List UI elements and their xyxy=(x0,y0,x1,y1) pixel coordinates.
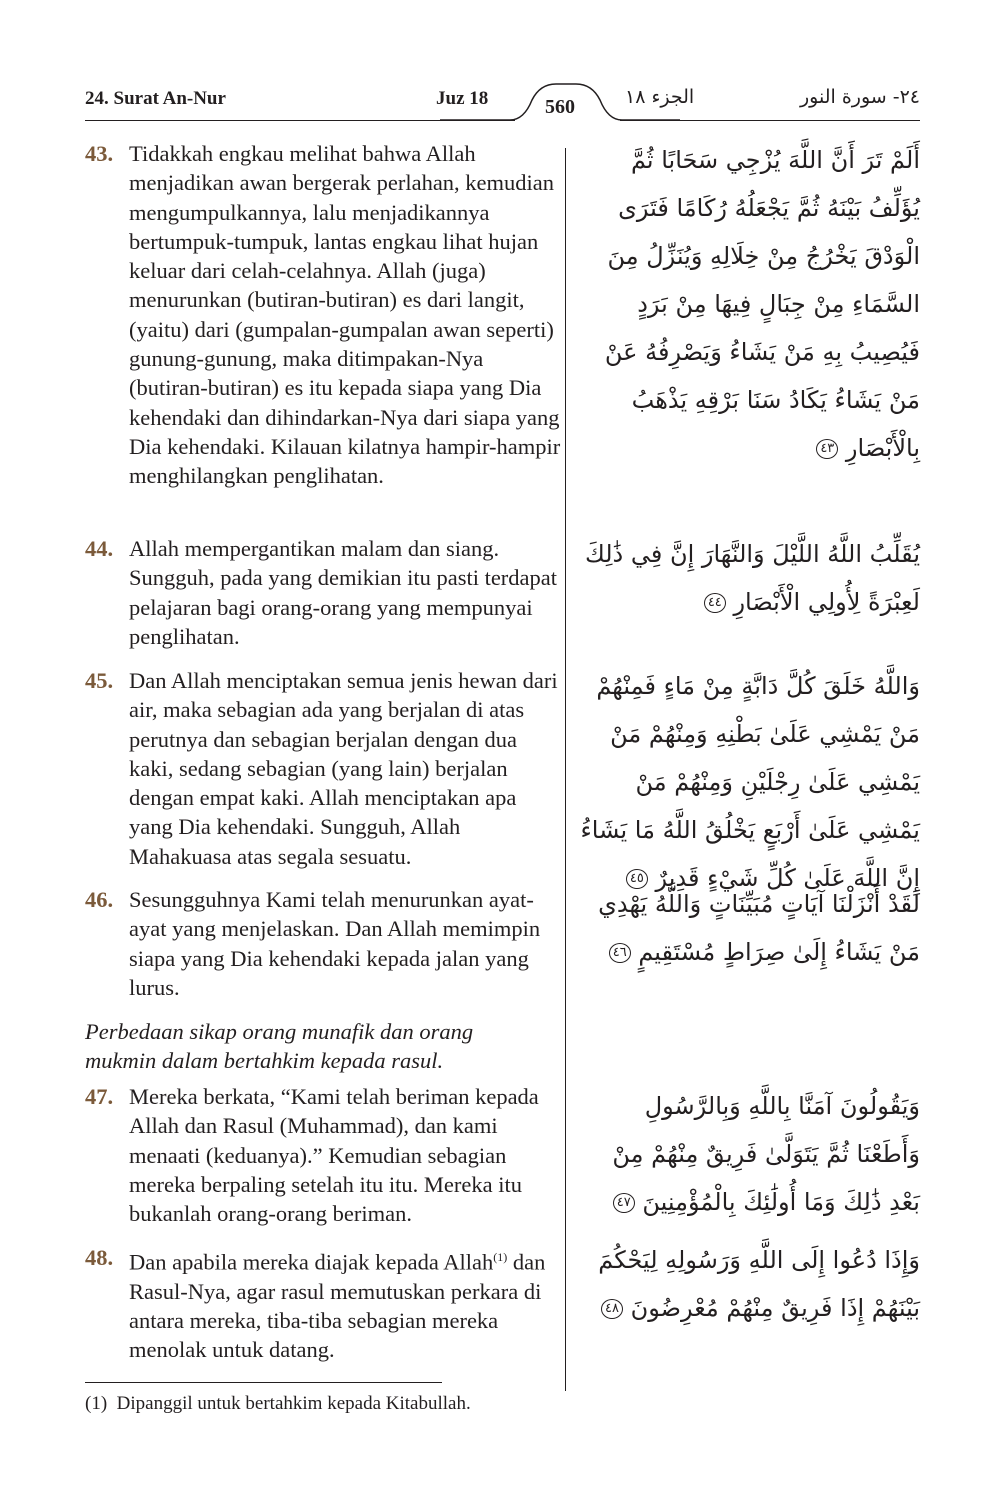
verse-number: 47. xyxy=(85,1084,114,1109)
verse-47-arabic xyxy=(580,1082,920,1226)
ayah-end-marker: ٤٧ xyxy=(613,1193,635,1213)
verse-number: 44. xyxy=(85,536,114,561)
arabic-text: يُقَلِّبُ اللَّهُ اللَّيْلَ وَالنَّهَارَ إِنَّ فِي ذَٰلِكَ لَعِبْرَةً لِأُولِي الْأَبْصَارِ xyxy=(584,540,920,616)
verse-text-before: Dan apabila mereka diajak kepada Allah xyxy=(129,1249,494,1275)
verse-45-arabic xyxy=(580,662,920,902)
ayah-end-marker: ٤٣ xyxy=(816,439,838,459)
surah-latin-title: 24. Surat An-Nur xyxy=(85,88,226,109)
verse-text: Dan Allah menciptakan semua jenis hewan dari air, maka sebagian ada yang berjalan di atas perutnya dan sebagian berjalan dengan dua kaki, sedang sebagian (yang lain) berjalan dengan empat kaki. Allah menciptakan apa yang Dia kehendaki. Sungguh, Allah Mahakuasa atas segala sesuatu. xyxy=(129,668,558,869)
header-rule-right xyxy=(620,120,920,121)
verse-43-arabic xyxy=(580,136,920,472)
verse-text-after: dan Rasul-Nya, agar rasul memutuskan perkara di antara mereka, tiba-tiba sebagian mereka menolak untuk datang. xyxy=(129,1249,546,1363)
verse-44-arabic xyxy=(580,530,920,626)
verse-text xyxy=(129,1243,565,1365)
ayah-end-marker: ٤٤ xyxy=(704,593,726,613)
footnote-ref[interactable]: (1) xyxy=(493,1250,508,1264)
page-number: 560 xyxy=(545,96,575,118)
juz-latin: Juz 18 xyxy=(436,88,489,109)
verse-text: Mereka berkata, “Kami telah beriman kepada Allah dan Rasul (Muhammad), dan kami menaati (keduanya).” Kemudian sebagian mereka berpaling setelah itu itu. Mereka itu bukanlah orang-orang beriman. xyxy=(129,1084,539,1227)
footnote xyxy=(85,1393,471,1415)
ayah-end-marker: ٤٥ xyxy=(626,869,648,889)
verse-number: 45. xyxy=(85,668,114,693)
section-heading: Perbedaan sikap orang munafik dan orang mukmin dalam bertahkim kepada rasul. xyxy=(85,1019,474,1074)
arabic-text: لَقَدْ أَنْزَلْنَا آيَاتٍ مُبَيِّنَاتٍ وَاللَّهُ يَهْدِي مَنْ يَشَاءُ إِلَىٰ صِرَاطٍ مُسْتَقِيمٍ xyxy=(598,890,920,966)
verse-number: 48. xyxy=(85,1245,114,1270)
arabic-text: وَيَقُولُونَ آمَنَّا بِاللَّهِ وَبِالرَّسُولِ وَأَطَعْنَا ثُمَّ يَتَوَلَّىٰ فَرِيقٌ مِنْهُمْ مِنْ بَعْدِ ذَٰلِكَ وَمَا أُولَٰئِكَ بِالْمُؤْمِنِينَ xyxy=(612,1092,920,1216)
arabic-text: وَاللَّهُ خَلَقَ كُلَّ دَابَّةٍ مِنْ مَاءٍ فَمِنْهُمْ مَنْ يَمْشِي عَلَىٰ بَطْنِهِ وَمِنْهُمْ مَنْ يَمْشِي عَلَىٰ رِجْلَيْنِ وَمِنْهُمْ مَنْ يَمْشِي عَلَىٰ أَرْبَعٍ يَخْلُقُ اللَّهُ مَا يَشَاءُ إِنَّ اللَّهَ عَلَىٰ كُلِّ شَيْءٍ قَدِيرٌ xyxy=(580,672,920,892)
arabic-text: أَلَمْ تَرَ أَنَّ اللَّهَ يُزْجِي سَحَابًا ثُمَّ يُؤَلِّفُ بَيْنَهُ ثُمَّ يَجْعَلُهُ رُكَامًا فَتَرَى الْوَدْقَ يَخْرُجُ مِنْ خِلَالِهِ وَيُنَزِّلُ مِنَ السَّمَاءِ مِنْ جِبَالٍ فِيهَا مِنْ بَرَدٍ فَيُصِيبُ بِهِ مَنْ يَشَاءُ وَيَصْرِفُهُ عَنْ مَنْ يَشَاءُ يَكَادُ سَنَا بَرْقِهِ يَذْهَبُ بِالْأَبْصَارِ xyxy=(604,146,920,462)
ayah-end-marker: ٤٦ xyxy=(609,943,631,963)
footnote-marker: (1) xyxy=(85,1393,108,1414)
verse-44-translation xyxy=(85,534,565,651)
verse-number: 46. xyxy=(85,887,114,912)
verse-47-translation xyxy=(85,1082,565,1228)
verse-46-translation xyxy=(85,885,565,1002)
verse-number: 43. xyxy=(85,141,114,166)
footnote-text: Dipanggil untuk bertahkim kepada Kitabullah. xyxy=(116,1393,471,1414)
header-rule-left xyxy=(85,120,515,121)
verse-text: Tidakkah engkau melihat bahwa Allah menjadikan awan bergerak perlahan, kemudian mengumpulkannya, lalu menjadikannya bertumpuk-tumpuk, lantas engkau lihat hujan keluar dari celah-celahnya. Allah (juga) menurunkan (butiran-butiran) es dari langit, (yaitu) dari (gumpalan-gumpalan awan seperti) gunung-gunung, maka ditimpakan-Nya (butiran-butiran) es itu kepada siapa yang Dia kehendaki dan dihindarkan-Nya dari siapa yang Dia kehendaki. Kilauan kilatnya hampir-hampir menghilangkan penglihatan. xyxy=(129,141,561,489)
verse-45-translation xyxy=(85,666,565,871)
verse-43-translation xyxy=(85,139,565,491)
verse-48-arabic xyxy=(580,1236,920,1332)
verse-46-arabic xyxy=(580,880,920,976)
verse-text: Allah mempergantikan malam dan siang. Sungguh, pada yang demikian itu pasti terdapat pelajaran bagi orang-orang yang mempunyai penglihatan. xyxy=(129,536,558,649)
juz-arabic: الجزء ١٨ xyxy=(625,86,695,108)
verse-text: Sesungguhnya Kami telah menurunkan ayat-ayat yang menjelaskan. Dan Allah memimpin siapa yang Dia kehendaki kepada jalan yang lurus. xyxy=(129,887,541,1000)
arabic-text: وَإِذَا دُعُوا إِلَى اللَّهِ وَرَسُولِهِ لِيَحْكُمَ بَيْنَهُمْ إِذَا فَرِيقٌ مِنْهُمْ مُعْرِضُونَ xyxy=(598,1246,920,1322)
ayah-end-marker: ٤٨ xyxy=(601,1299,623,1319)
footnote-rule xyxy=(85,1382,442,1383)
verse-48-translation xyxy=(85,1243,565,1365)
column-divider xyxy=(565,148,566,1391)
surah-arabic-title: ٢٤- سورة النور xyxy=(799,86,920,108)
